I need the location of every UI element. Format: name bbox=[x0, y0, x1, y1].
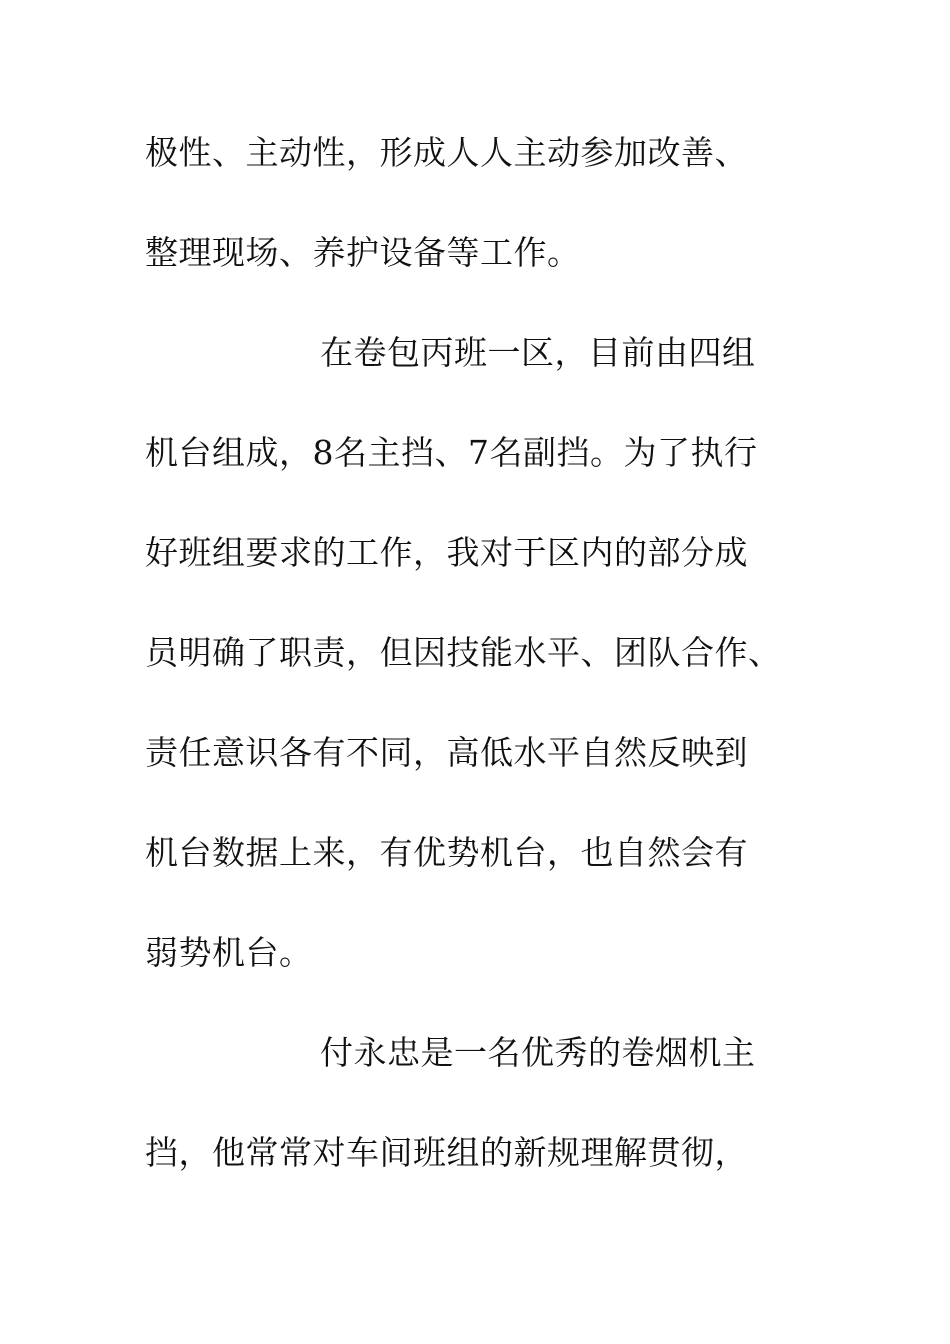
text-line: 挡，他常常对车间班组的新规理解贯彻， bbox=[145, 1133, 748, 1172]
text-line: 机台数据上来，有优势机台，也自然会有 bbox=[145, 833, 748, 872]
text-line: 整理现场、养护设备等工作。 bbox=[145, 233, 581, 272]
text-line: 机台组成，8名主挡、7名副挡。为了执行 bbox=[145, 433, 758, 472]
paragraph-start-line: 在卷包丙班一区，目前由四组 bbox=[320, 333, 756, 372]
text-line: 员明确了职责，但因技能水平、团队合作、 bbox=[145, 633, 782, 672]
text-line: 极性、主动性，形成人人主动参加改善、 bbox=[145, 133, 748, 172]
paragraph-start-line: 付永忠是一名优秀的卷烟机主 bbox=[320, 1033, 756, 1072]
text-line: 好班组要求的工作，我对于区内的部分成 bbox=[145, 533, 748, 572]
text-line: 责任意识各有不同，高低水平自然反映到 bbox=[145, 733, 748, 772]
text-line: 弱势机台。 bbox=[145, 933, 313, 972]
